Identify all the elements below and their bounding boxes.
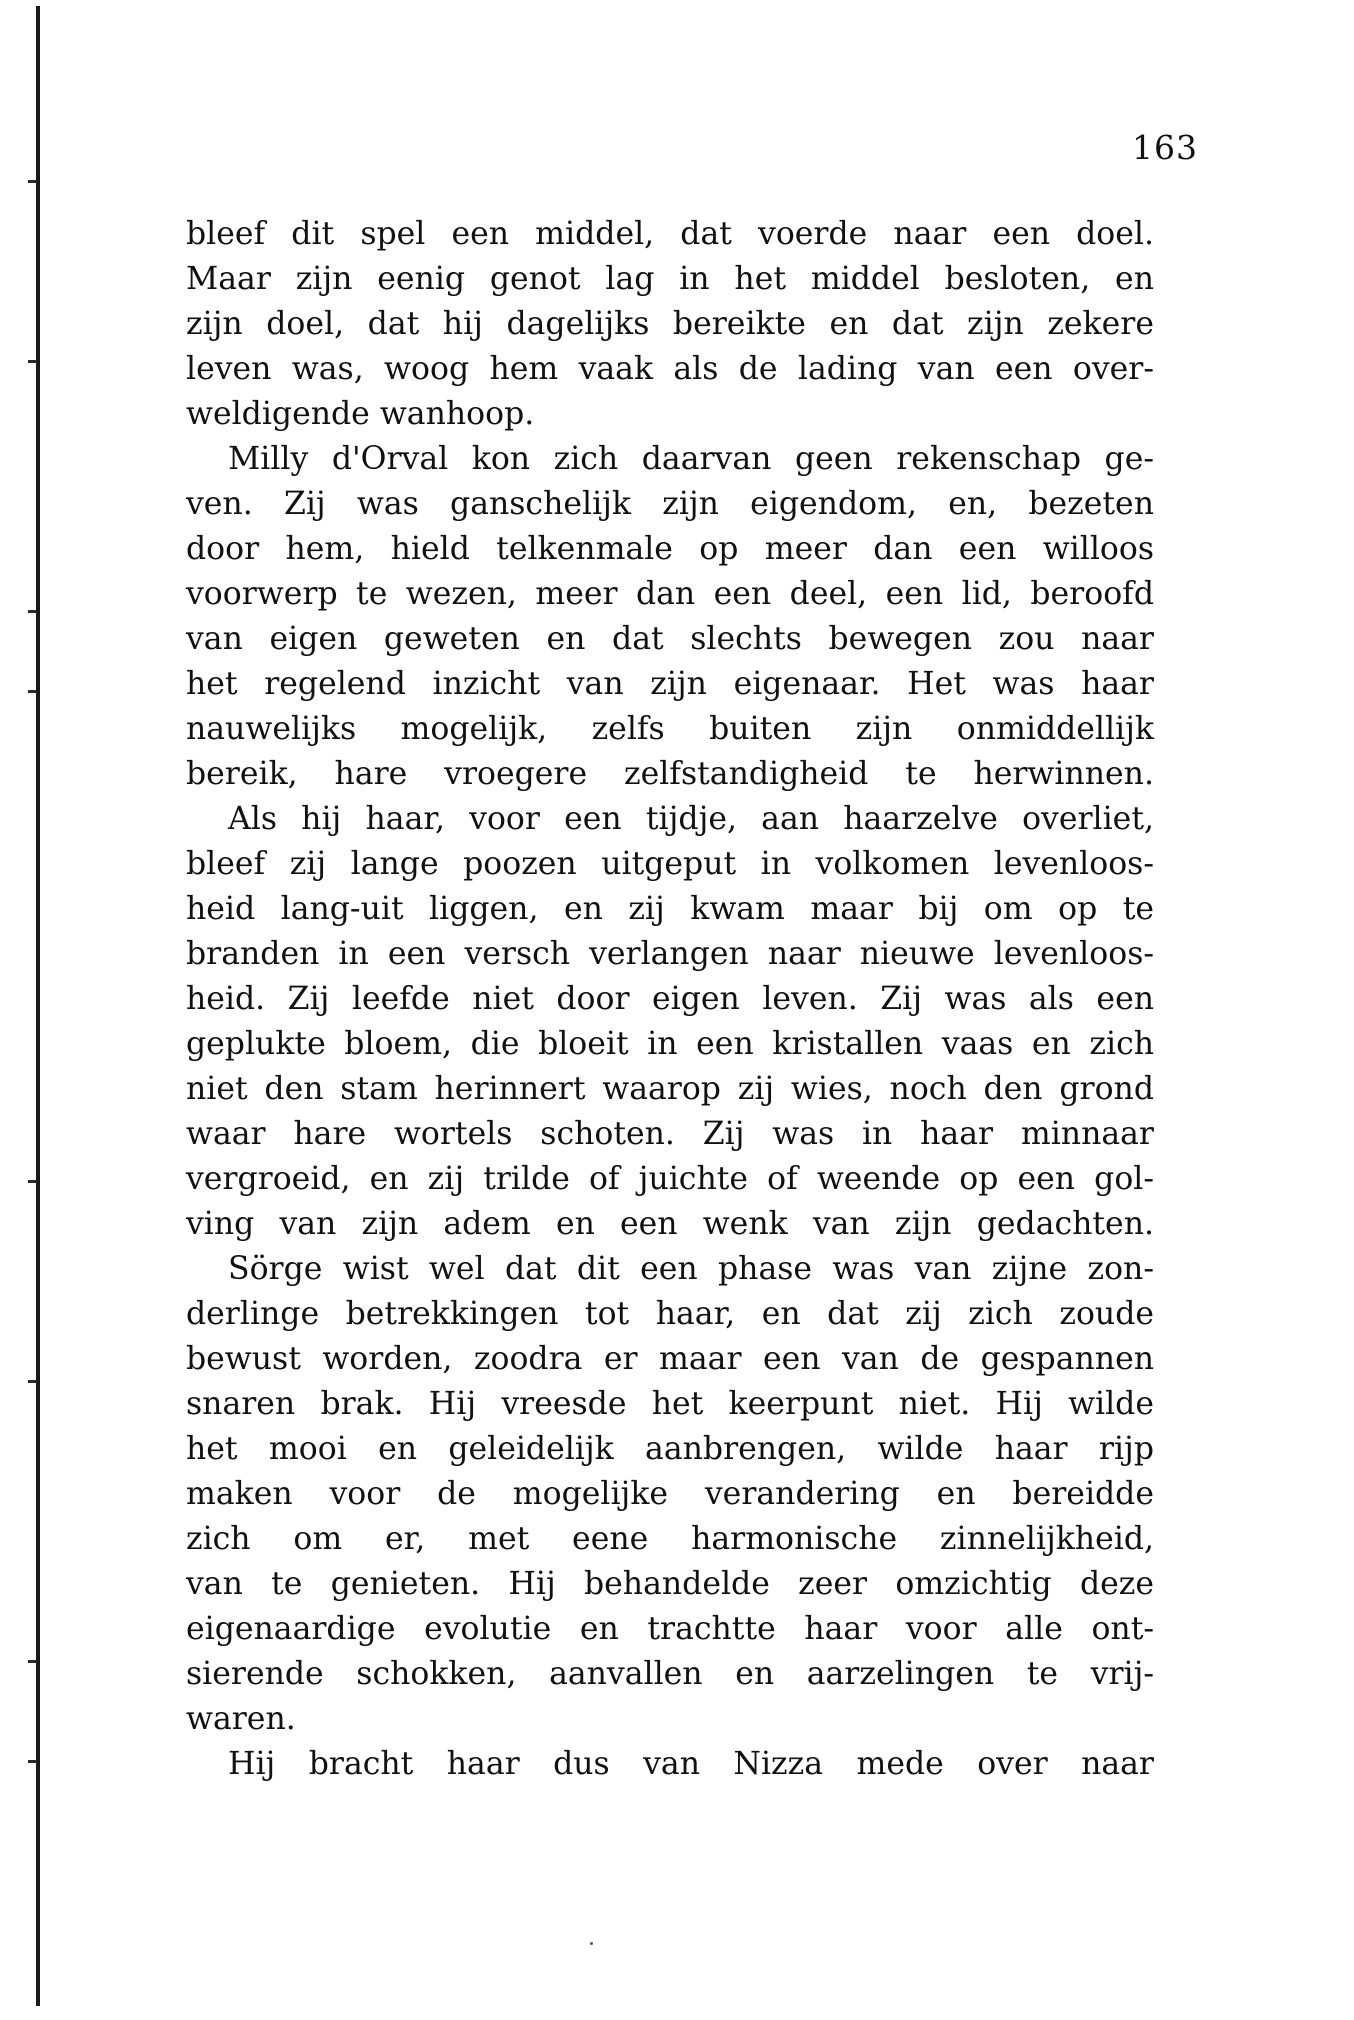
text-line: snaren brak. Hij vreesde het keerpunt niet. Hij wilde: [186, 1386, 1154, 1422]
text-line: branden in een versch verlangen naar nieuwe levenloos-: [186, 936, 1154, 972]
text-line: door hem, hield telkenmale op meer dan een willoos: [186, 531, 1154, 567]
binding-speckle: [28, 360, 37, 363]
text-line: waren.: [186, 1701, 296, 1737]
text-line: Milly d'Orval kon zich daarvan geen rekenschap ge-: [228, 441, 1154, 477]
text-line: niet den stam herinnert waarop zij wies, noch den grond: [186, 1071, 1154, 1107]
text-line: voorwerp te wezen, meer dan een deel, een lid, beroofd: [186, 576, 1154, 612]
page-number: 163: [1132, 128, 1198, 167]
text-line: maken voor de mogelijke verandering en bereidde: [186, 1476, 1154, 1512]
binding-speckle: [28, 690, 37, 693]
text-line: van eigen geweten en dat slechts bewegen zou naar: [186, 621, 1154, 657]
text-line: sierende schokken, aanvallen en aarzelingen te vrij-: [186, 1656, 1154, 1692]
text-line: weldigende wanhoop.: [186, 396, 535, 432]
text-line: het mooi en geleidelijk aanbrengen, wilde haar rijp: [186, 1431, 1154, 1467]
binding-shadow-line: [36, 6, 40, 2006]
text-line: Maar zijn eenig genot lag in het middel besloten, en: [186, 261, 1154, 297]
text-line: Als hij haar, voor een tijdje, aan haarzelve overliet,: [228, 801, 1154, 837]
text-line: heid. Zij leefde niet door eigen leven. Zij was als een: [186, 981, 1154, 1017]
text-line: het regelend inzicht van zijn eigenaar. Het was haar: [186, 666, 1154, 702]
text-line: waar hare wortels schoten. Zij was in haar minnaar: [186, 1116, 1154, 1152]
text-line: leven was, woog hem vaak als de lading van een over-: [186, 351, 1154, 387]
text-line: ving van zijn adem en een wenk van zijn gedachten.: [186, 1206, 1154, 1242]
binding-speckle: [28, 1660, 37, 1663]
print-speck: [590, 1942, 593, 1945]
body-text: [186, 212, 1154, 1787]
text-line: zich om er, met eene harmonische zinnelijkheid,: [186, 1521, 1154, 1557]
text-line: van te genieten. Hij behandelde zeer omzichtig deze: [186, 1566, 1154, 1602]
text-line: ven. Zij was ganschelijk zijn eigendom, en, bezeten: [186, 486, 1154, 522]
text-line: zijn doel, dat hij dagelijks bereikte en dat zijn zekere: [186, 306, 1154, 342]
text-line: heid lang-uit liggen, en zij kwam maar bij om op te: [186, 891, 1154, 927]
text-line: geplukte bloem, die bloeit in een kristallen vaas en zich: [186, 1026, 1154, 1062]
text-line: derlinge betrekkingen tot haar, en dat zij zich zoude: [186, 1296, 1154, 1332]
text-line: bleef zij lange poozen uitgeput in volkomen levenloos-: [186, 846, 1154, 882]
scanned-binding-edge: [0, 0, 46, 2020]
text-line: Sörge wist wel dat dit een phase was van zijne zon-: [228, 1251, 1154, 1287]
binding-speckle: [28, 1760, 37, 1763]
text-line: nauwelijks mogelijk, zelfs buiten zijn onmiddellijk: [186, 711, 1154, 747]
binding-speckle: [28, 1380, 37, 1383]
binding-speckle: [28, 180, 37, 183]
text-line: vergroeid, en zij trilde of juichte of weende op een gol-: [186, 1161, 1154, 1197]
text-line: bleef dit spel een middel, dat voerde naar een doel.: [186, 216, 1154, 252]
binding-speckle: [28, 1180, 37, 1183]
text-line: bewust worden, zoodra er maar een van de gespannen: [186, 1341, 1154, 1377]
text-line: bereik, hare vroegere zelfstandigheid te herwinnen.: [186, 756, 1154, 792]
text-line: eigenaardige evolutie en trachtte haar voor alle ont-: [186, 1611, 1154, 1647]
binding-speckle: [28, 610, 37, 613]
text-line: Hij bracht haar dus van Nizza mede over naar: [228, 1746, 1154, 1782]
